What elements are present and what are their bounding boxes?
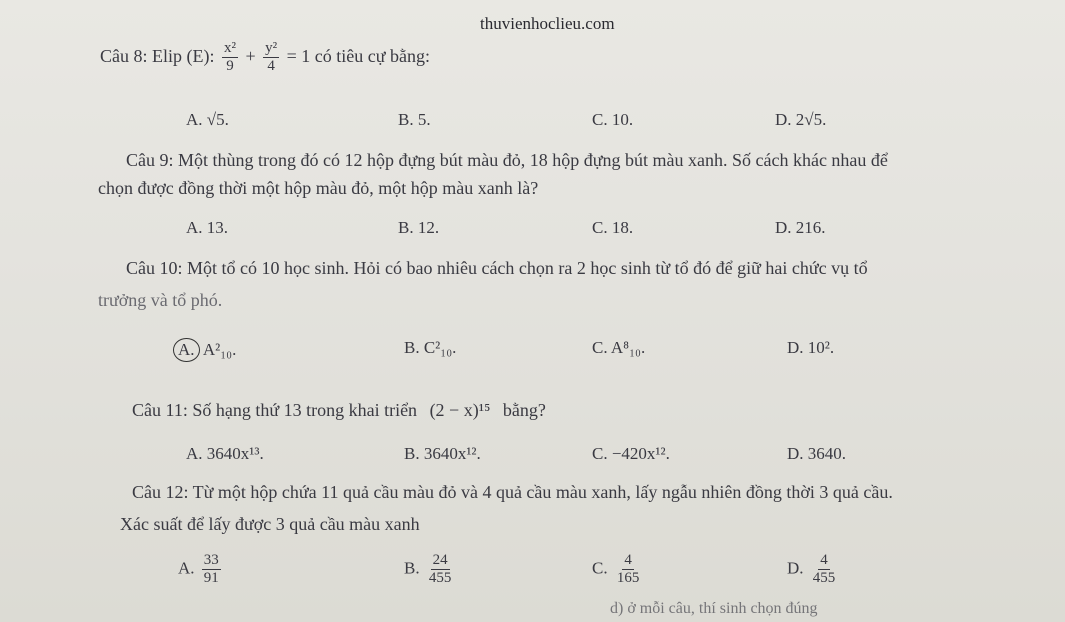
q11-option-a: A. 3640x¹³. [186,444,264,463]
q11-option-b: B. 3640x¹². [404,444,481,463]
q10-option-b: B. C²₁₀. [404,338,457,357]
q12-a-num: 33 [202,552,221,570]
watermark: thuvienhoclieu.com [480,14,615,33]
q9-option-d: D. 216. [775,218,826,237]
q12-option-a [178,552,224,588]
q8-frac-y [263,40,279,76]
cut-off-footer-text: d) ở mỗi câu, thí sinh chọn đúng [610,600,818,617]
q12-c-den: 165 [616,570,640,587]
q12-line1: Câu 12: Từ một hộp chứa 11 quả cầu màu đỏ và 4 quả cầu màu xanh, lấy ngẫu nhiên đồng thời 3 quả cầu. [132,482,893,502]
q8-label: Câu 8: [100,45,148,66]
q12-b-frac [427,552,454,588]
q12-d-label: D. [787,558,804,578]
q11-option-d: D. 3640. [787,444,847,463]
q12-a-label: A. [178,558,195,578]
q10-line2: trưởng và tổ phó. [98,290,223,311]
q11-expr: (2 − x)¹⁵ [429,400,491,420]
q8-option-d: D. 2√5. [775,110,827,129]
q12-option-d [787,552,840,588]
q12-c-label: C. [592,558,608,578]
q8-frac-x-den: 9 [226,58,234,75]
q10-option-c: C. A⁸₁₀. [592,338,646,357]
question-10 [98,256,1026,313]
q10-option-d: D. 10². [787,338,835,357]
question-8 [100,40,430,76]
q12-c-frac [615,552,642,588]
question-12 [120,480,1032,537]
question-9 [98,148,1026,201]
q12-b-den: 455 [428,570,452,587]
q8-eq: = 1 [286,45,311,66]
q11-post: bằng? [502,400,546,420]
q9-option-a: A. 13. [186,218,229,237]
q12-d-num: 4 [818,552,830,570]
q12-a-frac [202,552,221,588]
q12-b-label: B. [404,558,420,578]
q8-option-b: B. 5. [398,110,431,129]
q8-frac-y-den: 4 [267,58,275,75]
q12-c-num: 4 [622,552,634,570]
q12-a-den: 91 [203,570,219,587]
q9-line2: chọn được đồng thời một hộp màu đỏ, một hộp màu xanh là? [98,178,539,199]
q12-b-num: 24 [431,552,450,570]
q8-pre: Elip (E): [152,45,215,66]
q8-post: có tiêu cự bằng: [314,45,431,66]
q12-d-frac [811,552,838,588]
q11-option-c: C. −420x¹². [592,444,670,463]
q10-a-circle-mark: A. [173,338,200,362]
q10-a-value: A²₁₀. [202,340,237,359]
question-11 [132,398,546,422]
q12-option-b [404,552,456,588]
q11-pre: Câu 11: Số hạng thứ 13 trong khai triển [132,400,418,420]
q8-option-c: C. 10. [592,110,634,129]
q9-option-b: B. 12. [398,218,440,237]
q10-line1: Câu 10: Một tổ có 10 học sinh. Hỏi có bao nhiêu cách chọn ra 2 học sinh từ tổ đó để giữ hai chức vụ tổ [126,258,868,278]
q9-line1: Câu 9: Một thùng trong đó có 12 hộp đựng bút màu đỏ, 18 hộp đựng bút màu xanh. Số cách khác nhau để [126,150,888,170]
q8-plus: + [245,45,256,66]
q8-option-a: A. √5. [186,110,229,129]
q10-option-a [178,338,236,362]
q12-line2: Xác suất để lấy được 3 quả cầu màu xanh [120,514,420,535]
q8-frac-y-num: y² [263,40,279,58]
q12-option-c [592,552,644,588]
q12-d-den: 455 [812,570,836,587]
q9-option-c: C. 18. [592,218,634,237]
q8-frac-x [222,40,238,76]
q8-frac-x-num: x² [222,40,238,58]
